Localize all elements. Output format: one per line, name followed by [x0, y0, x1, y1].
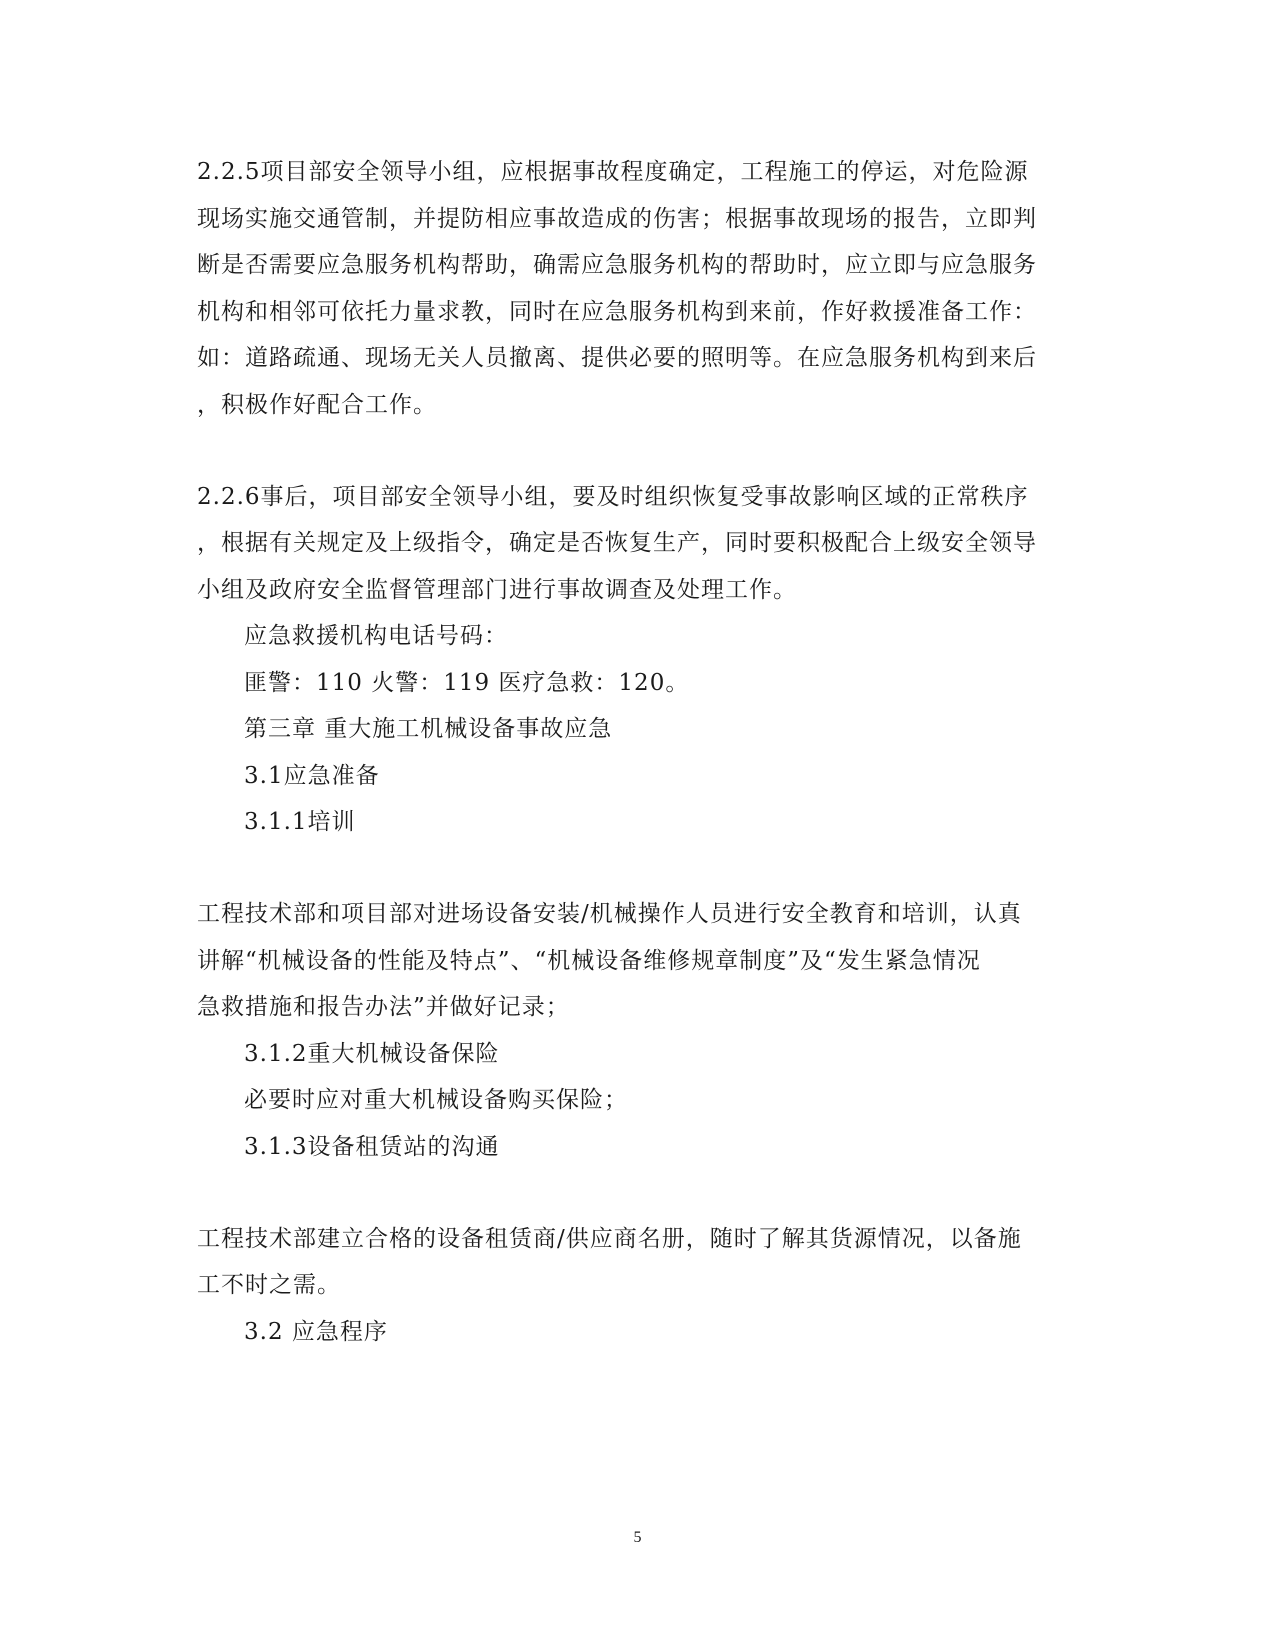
paragraph-3-1-1-line-3: 急救措施和报告办法”并做好记录；: [197, 994, 570, 1020]
section-3-1-1-heading: 3.1.1培训: [244, 809, 356, 835]
paragraph-2-2-5-line-6: ，积极作好配合工作。: [197, 392, 437, 418]
chapter-title: 第三章 重大施工机械设备事故应急: [244, 716, 613, 742]
paragraph-3-1-3-line-1: 工程技术部建立合格的设备租赁商/供应商名册，随时了解其货源情况，以备施: [197, 1226, 1022, 1252]
paragraph-2-2-5-line-1: 2.2.5项目部安全领导小组，应根据事故程度确定，工程施工的停运，对危险源: [197, 159, 1029, 185]
paragraph-2-2-5-line-5: 如：道路疏通、现场无关人员撤离、提供必要的照明等。在应急服务机构到来后: [197, 345, 1037, 371]
section-3-1-2-heading: 3.1.2重大机械设备保险: [244, 1041, 500, 1067]
paragraph-3-1-2: 必要时应对重大机械设备购买保险；: [244, 1087, 628, 1113]
paragraph-3-1-3-line-2: 工不时之需。: [197, 1272, 341, 1298]
paragraph-2-2-6-line-3: 小组及政府安全监督管理部门进行事故调查及处理工作。: [197, 577, 797, 603]
section-3-1-3-heading: 3.1.3设备租赁站的沟通: [244, 1134, 500, 1160]
paragraph-2-2-6-line-2: ，根据有关规定及上级指令，确定是否恢复生产，同时要积极配合上级安全领导: [197, 530, 1037, 556]
paragraph-2-2-5-line-4: 机构和相邻可依托力量求教，同时在应急服务机构到来前，作好救援准备工作：: [197, 299, 1037, 325]
paragraph-2-2-6-line-1: 2.2.6事后，项目部安全领导小组，要及时组织恢复受事故影响区域的正常秩序: [197, 484, 1029, 510]
paragraph-3-1-1-line-2: 讲解“机械设备的性能及特点”、“机械设备维修规章制度”及“发生紧急情况: [197, 948, 981, 974]
paragraph-2-2-5-line-3: 断是否需要应急服务机构帮助，确需应急服务机构的帮助时，应立即与应急服务: [197, 252, 1037, 278]
phone-numbers: 匪警：110 火警：119 医疗急救：120。: [244, 670, 690, 696]
phone-heading: 应急救援机构电话号码：: [244, 623, 508, 649]
page-number: 5: [633, 1529, 642, 1546]
paragraph-2-2-5-line-2: 现场实施交通管制，并提防相应事故造成的伤害；根据事故现场的报告，立即判: [197, 206, 1037, 232]
section-3-1-heading: 3.1应急准备: [244, 763, 380, 789]
paragraph-3-1-1-line-1: 工程技术部和项目部对进场设备安装/机械操作人员进行安全教育和培训，认真: [197, 901, 1022, 927]
section-3-2-heading: 3.2 应急程序: [244, 1319, 388, 1345]
